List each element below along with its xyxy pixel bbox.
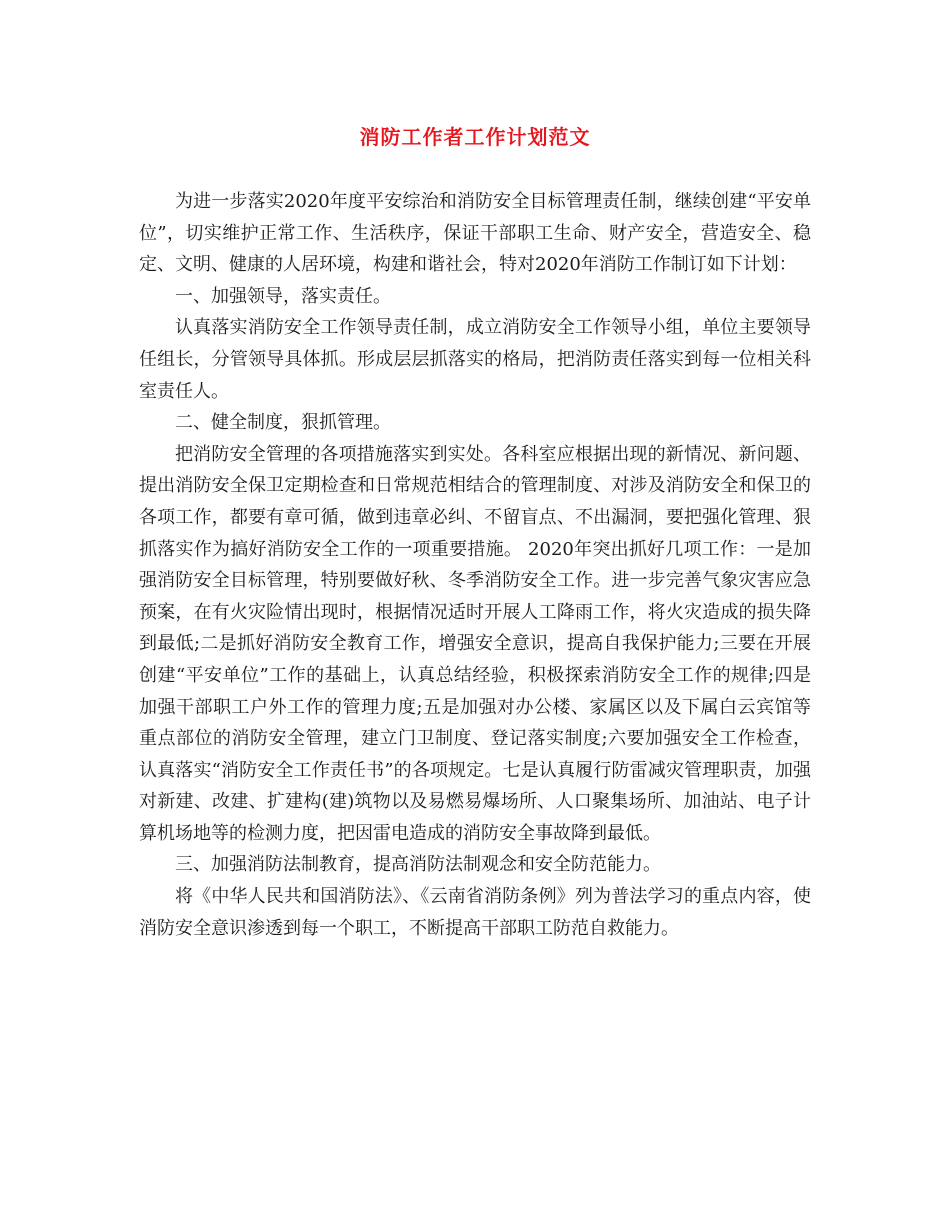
section-heading-2: 二、健全制度，狠抓管理。 xyxy=(175,412,391,434)
document-body xyxy=(139,186,811,944)
document-title: 消防工作者工作计划范文 xyxy=(359,125,591,149)
paragraph-intro: 为进一步落实2020年度平安综治和消防安全目标管理责任制，继续创建“平安单位”，切实维护正常工作、生活秩序，保证干部职工生命、财产安全，营造安全、稳定、文明、健康的人居环境，构建和谐社会，特对2020年消防工作制订如下计划： xyxy=(139,191,811,276)
section-heading-3: 三、加强消防法制教育，提高消防法制观念和安全防范能力。 xyxy=(175,854,661,876)
section-heading-1: 一、加强领导，落实责任。 xyxy=(175,285,391,307)
paragraph-section-3: 将《中华人民共和国消防法》、《云南省消防条例》列为普法学习的重点内容，使消防安全意识渗透到每一个职工，不断提高干部职工防范自救能力。 xyxy=(139,886,811,939)
paragraph-section-2: 把消防安全管理的各项措施落实到实处。各科室应根据出现的新情况、新问题、提出消防安全保卫定期检查和日常规范相结合的管理制度、对涉及消防安全和保卫的各项工作，都要有章可循，做到违章必纠、不留盲点、不出漏洞，要把强化管理、狠抓落实作为搞好消防安全工作的一项重要措施。 2020年突出抓好几项工作：一是加强消防安全目标管理，特别要做好秋、冬季消防安全工作。进一步完善气象灾害应急预案，在有火灾险情出现时，根据情况适时开展人工降雨工作，将火灾造成的损失降到最低;二是抓好消防安全教育工作，增强安全意识，提高自我保护能力;三要在开展创建“平安单位”工作的基础上，认真总结经验，积极探索消防安全工作的规律;四是加强干部职工户外工作的管理力度;五是加强对办公楼、家属区以及下属白云宾馆等重点部位的消防安全管理，建立门卫制度、登记落实制度;六要加强安全工作检查，认真落实“消防安全工作责任书”的各项规定。七是认真履行防雷减灾管理职责，加强对新建、改建、扩建构(建)筑物以及易燃易爆场所、人口聚集场所、加油站、电子计算机场地等的检测力度，把因雷电造成的消防安全事故降到最低。 xyxy=(139,443,811,844)
paragraph-section-1: 认真落实消防安全工作领导责任制，成立消防安全工作领导小组，单位主要领导任组长，分管领导具体抓。形成层层抓落实的格局，把消防责任落实到每一位相关科室责任人。 xyxy=(139,317,811,402)
